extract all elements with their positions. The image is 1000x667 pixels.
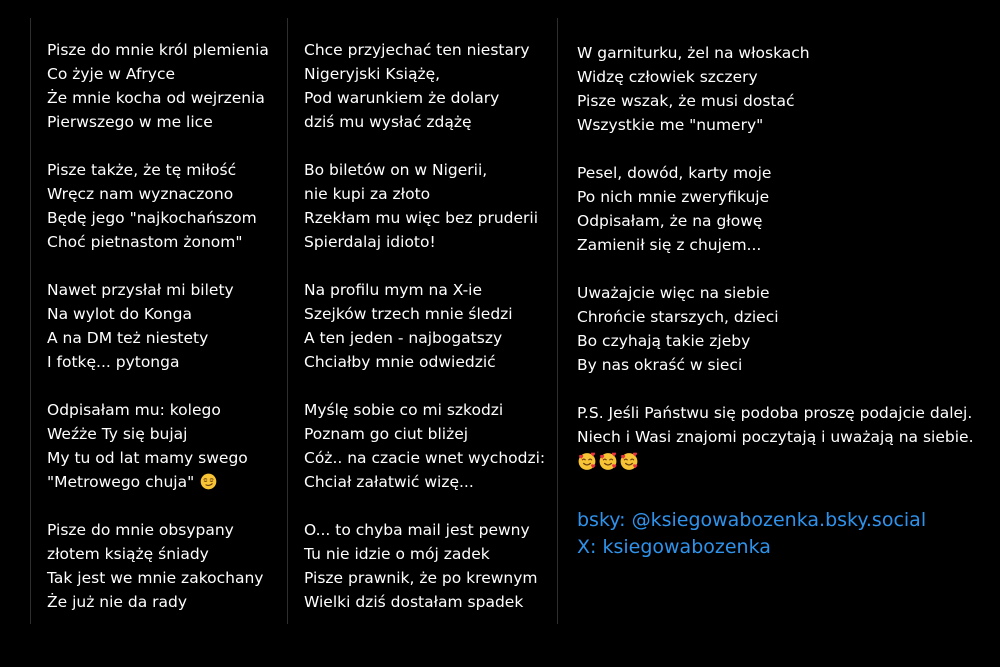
poem-line: Poznam go ciut bliżej (304, 425, 469, 443)
poem-line: Rzekłam mu więc bez pruderii (304, 209, 538, 227)
poem-line: Będę jego "najkochańszom (47, 209, 257, 227)
poem-line: Wręcz nam wyznaczono (47, 185, 234, 203)
poem-line: dziś mu wysłać zdążę (304, 113, 472, 131)
poem-line: Chrońcie starszych, dzieci (577, 308, 779, 326)
stanza (577, 281, 970, 377)
stanza (47, 278, 287, 374)
stanza (304, 278, 557, 374)
poem-line: Pisze do mnie król plemienia (47, 41, 269, 59)
poem-line: Pisze do mnie obsypany (47, 521, 234, 539)
poem-line: I fotkę... pytonga (47, 353, 180, 371)
poem-line: By nas okraść w sieci (577, 356, 743, 374)
bsky-link[interactable]: bsky: @ksiegowabozenka.bsky.social (577, 509, 927, 531)
stanza (47, 398, 287, 494)
postscript-line: Niech i Wasi znajomi poczytają i uważają na siebie. (577, 428, 974, 446)
poem-line: Odpisałam, że na głowę (577, 212, 763, 230)
poem-line: Zamienił się z chujem... (577, 236, 762, 254)
poem-line: Choć pietnastom żonom" (47, 233, 243, 251)
stanza (47, 518, 287, 614)
smiling-face-with-hearts-icon (619, 451, 639, 471)
poem-line: My tu od lat mamy swego (47, 449, 248, 467)
poem-line: W garniturku, żel na włoskach (577, 44, 810, 62)
poem-line: Po nich mnie zweryfikuje (577, 188, 770, 206)
poem-line: Weźże Ty się bujaj (47, 425, 188, 443)
poem-line: Pisze także, że tę miłość (47, 161, 237, 179)
poem-line: Tak jest we mnie zakochany (47, 569, 264, 587)
poem-line: Pod warunkiem że dolary (304, 89, 500, 107)
poem-line: Że mnie kocha od wejrzenia (47, 89, 265, 107)
poem-line: Spierdalaj idioto! (304, 233, 436, 251)
poem-line: A na DM też niestety (47, 329, 209, 347)
smiling-face-with-hearts-icon (598, 451, 618, 471)
poem-column-1 (30, 18, 288, 624)
poem-line: Nigeryjski Książę, (304, 65, 441, 83)
poem-line: Co żyje w Afryce (47, 65, 176, 83)
stanza (47, 38, 287, 134)
poem-line: Pierwszego w me lice (47, 113, 213, 131)
poem-line: Na profilu mym na X-ie (304, 281, 483, 299)
poem-line: Pesel, dowód, karty moje (577, 164, 772, 182)
poem-line: Bo biletów on w Nigerii, (304, 161, 488, 179)
poem-line: Wielki dziś dostałam spadek (304, 593, 524, 611)
postscript (577, 401, 974, 477)
emoji-row (577, 451, 970, 477)
stanza (304, 38, 557, 134)
poem-line: Szejków trzech mnie śledzi (304, 305, 513, 323)
poem-column-3 (558, 18, 974, 624)
stanza (47, 158, 287, 254)
poem-line: A ten jeden - najbogatszy (304, 329, 503, 347)
smirking-face-icon (200, 473, 217, 490)
poem-line: Na wylot do Konga (47, 305, 192, 323)
poem-line: Widzę człowiek szczery (577, 68, 758, 86)
stanza (304, 518, 557, 614)
stanza (577, 161, 970, 257)
poem-line-with-emoji (47, 470, 287, 494)
poem-line: nie kupi za złoto (304, 185, 431, 203)
poem-line: Uważajcie więc na siebie (577, 284, 770, 302)
social-links (577, 507, 970, 561)
poem-line: Tu nie idzie o mój zadek (304, 545, 490, 563)
poem-line: Pisze prawnik, że po krewnym (304, 569, 538, 587)
poem-line: złotem książę śniady (47, 545, 209, 563)
postscript-line: P.S. Jeśli Państwu się podoba proszę podajcie dalej. (577, 404, 973, 422)
smiling-face-with-hearts-icon (577, 451, 597, 471)
poem-line-text: "Metrowego chuja" (47, 473, 195, 491)
poem-line: Chce przyjechać ten niestary (304, 41, 530, 59)
poem-line: Nawet przysłał mi bilety (47, 281, 234, 299)
stanza (577, 41, 970, 137)
poem-line: Myślę sobie co mi szkodzi (304, 401, 504, 419)
poem-column-2 (288, 18, 558, 624)
poem-line: Chciałby mnie odwiedzić (304, 353, 496, 371)
poem-line: Bo czyhają takie zjeby (577, 332, 751, 350)
poem-line: Chciał załatwić wizę... (304, 473, 474, 491)
poem-line: Że już nie da rady (47, 593, 188, 611)
poem-line: Wszystkie me "numery" (577, 116, 764, 134)
stanza (304, 398, 557, 494)
stanza (304, 158, 557, 254)
poem-line: Pisze wszak, że musi dostać (577, 92, 795, 110)
x-link[interactable]: X: ksiegowabozenka (577, 536, 771, 558)
poem-line: Cóż.. na czacie wnet wychodzi: (304, 449, 546, 467)
poem-line: O... to chyba mail jest pewny (304, 521, 530, 539)
poem-line: Odpisałam mu: kolego (47, 401, 221, 419)
